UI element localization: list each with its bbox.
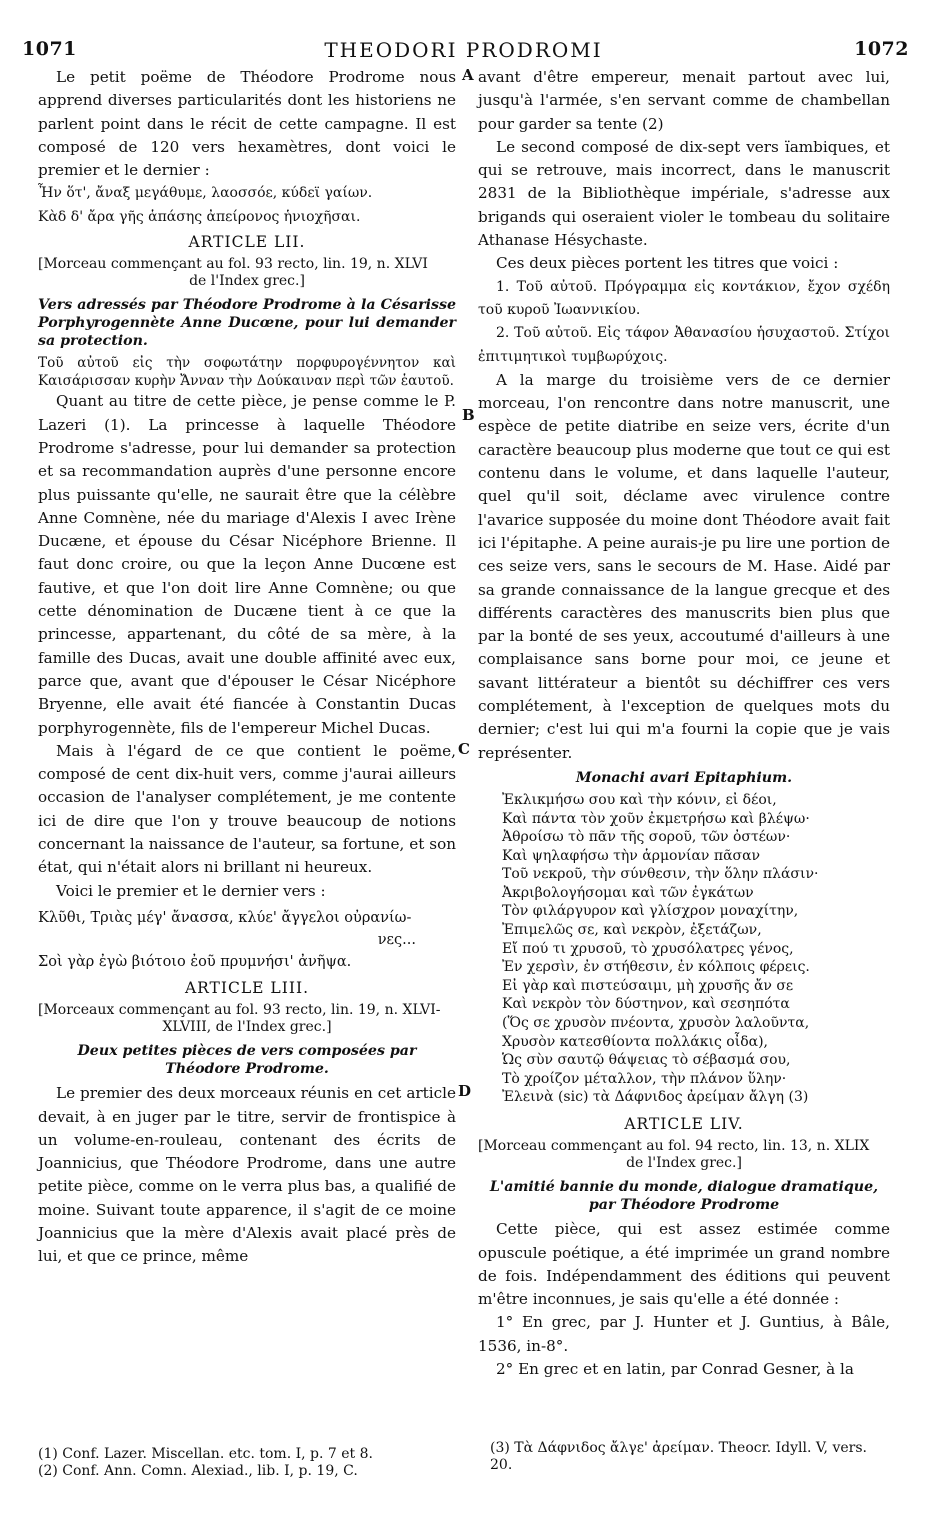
greek-verse-3b: νες... (377, 931, 416, 948)
article-53-heading: ARTICLE LIII. (184, 978, 310, 997)
greek-verse-1: Ἦν ὅτ', ἄναξ μεγάθυμε, λαοσσόε, κύδεϊ γαίων. (38, 185, 373, 202)
right-paragraph-4: A la marge du troisième vers de ce dernier morceau, l'on rencontre dans notre manuscrit, une espèce de petite diatribe en seize vers, écrite d'un caractère beaucoup plus moderne que tout ce qui est contenu dans le volume, et dans laquelle l'auteur, quel qu'il soit, déclame avec virulence contre l'avarice supposée du moine dont Théodore avait fait ici l'épitaphe. A peine aurais-je pu lire une portion de ces seize vers, sans le secours de M. Hase. Aidé par sa grande connaissance de la langue grecque et des différents caractères des manuscrits bien plus que par la bonté de ses yeux, accoutumé d'ailleurs à une complaisance sans borne pour moi, ce jeune et savant littérateur a bientôt su déchiffrer ces vers complétement, à l'exception de quelques mots du dernier; c'est lui qui m'a fourni la copie que je vais représenter. (478, 370, 890, 762)
article-53-reference (38, 1002, 456, 1036)
left-paragraph-3: Mais à l'égard de ce que contient le poëme, composé de cent dix-huit vers, comme j'aurai ailleurs occasion de l'analyser complétement, je me contente ici de dire que l'on y trouve beaucoup de notions concernant la naissance de l'auteur, sa fortune, et son état, qui n'était alors ni brillant ni heureux. (38, 741, 456, 877)
greek-verse-3a: Κλῦθι, Τριὰς μέγ' ἄνασσα, κλύε' ἄγγελοι οὐρανίω- (38, 909, 412, 926)
running-title: THEODORI PRODROMI (324, 38, 603, 62)
right-paragraph-3: Ces deux pièces portent les titres que voici : (496, 254, 839, 273)
left-footnotes (38, 1446, 456, 1480)
left-paragraph-4: Voici le premier et le dernier vers : (56, 881, 326, 900)
greek-title-2: 2. Τοῦ αὐτοῦ. Εἰς τάφον Ἀθανασίου ἡσυχαστοῦ. Στίχοι ἐπιτιμητικοὶ τυμβωρύχοις. (478, 325, 890, 365)
footnote-3: (3) Τὰ Δάφνιδος ἄλγε' ἀρείμαν. Theocr. Idyll. V, vers. 20. (490, 1440, 867, 1473)
article-54-title-line-1: L'amitié bannie du monde, dialogue dramatique, (489, 1179, 879, 1196)
poem-line: Ἀθροίσω τὸ πᾶν τῆς σοροῦ, τῶν ὀστέων· (502, 829, 791, 846)
article-53-title: Deux petites pièces de vers composées par Théodore Prodrome. (77, 1043, 417, 1078)
poem-line: (Ὅς σε χρυσὸν πνέοντα, χρυσὸν λαλοῦντα, (502, 1015, 810, 1032)
poem-line: Ἀκριβολογήσομαι καὶ τῶν ἐγκάτων (502, 884, 754, 901)
ref-line: [Morceaux commençant au fol. 93 recto, lin. 19, n. XLVI- (38, 1002, 441, 1019)
poem-line: Τὸν φιλάργυρον καὶ γλίσχρον μοναχίτην, (502, 903, 799, 920)
poem-title: Monachi avari Epitaphium. (575, 769, 793, 786)
poem-line: Εἴ πού τι χρυσοῦ, τὸ χρυσόλατρες γένος, (502, 940, 794, 957)
footnote-2: (2) Conf. Ann. Comn. Alexiad., lib. I, p. 19, C. (38, 1463, 358, 1479)
margin-letter-b: B (462, 406, 475, 424)
margin-letter-c: C (458, 740, 470, 758)
poem-line: Ἐλεινὰ (sic) τὰ Δάφνιδος ἀρείμαν ἄλγη (3) (502, 1089, 809, 1106)
right-paragraph-2: Le second composé de dix-sept vers ïambiques, et qui se retrouve, mais incorrect, dans le manuscrit 2831 de la Bibliothèque impériale, s'adresse aux brigands qui oseraient violer le tombeau du solitaire Athanase Hésychaste. (478, 137, 890, 250)
greek-verses-block (38, 907, 456, 973)
article-52-reference (38, 256, 456, 290)
greek-verse-2: Κὰδ δ' ἄρα γῆς ἁπάσης ἀπείρονος ἡνιοχῆσαι. (38, 208, 361, 225)
greek-verse-4: Σοὶ γὰρ ἐγὼ βιότοιο ἐοῦ πρυμνήσι' ἀνῆψα. (38, 953, 352, 970)
ref-line: de l'Index grec.] (626, 1155, 742, 1172)
article-52-heading: ARTICLE LII. (188, 233, 306, 252)
left-column (38, 66, 456, 1269)
poem-line: Τοῦ νεκροῦ, τὴν σύνθεσιν, τὴν ὅλην πλάσιν· (502, 866, 819, 883)
right-paragraph-5: Cette pièce, qui est assez estimée comme opuscule poétique, a été imprimée un grand nombre de fois. Indépendamment des éditions qui peuvent m'être inconnues, je sais qu'elle a été donnée : (478, 1220, 890, 1309)
footnote-1: (1) Conf. Lazer. Miscellan. etc. tom. I, p. 7 et 8. (38, 1446, 373, 1462)
article-54-reference (478, 1138, 890, 1172)
greek-title-1: 1. Τοῦ αὐτοῦ. Πρόγραμμα εἰς κοντάκιον, ἔχον σχέδη τοῦ κυροῦ Ἰωαννικίου. (478, 278, 890, 318)
right-paragraph-6: 1° En grec, par J. Hunter et J. Guntius, à Bâle, 1536, in-8°. (478, 1313, 890, 1355)
page-number-left: 1071 (22, 38, 77, 60)
poem-line: Ἐπιμελῶς σε, καὶ νεκρὸν, ἐξετάζων, (502, 922, 762, 939)
right-footnotes (490, 1440, 890, 1474)
article-52-title: Vers adressés par Théodore Prodrome à la Césarisse Porphyrogennète Anne Ducœne, pour lui demander sa protection. (38, 297, 456, 350)
left-paragraph-1: Le petit poëme de Théodore Prodrome nous apprend diverses particularités dont les historiens ne parlent point dans le récit de cette campagne. Il est composé de 120 vers hexamètres, dont voici le premier et le dernier : (38, 68, 456, 180)
poem-line: Καὶ ψηλαφήσω τὴν ἁρμονίαν πᾶσαν (502, 847, 761, 864)
poem-line: Τὸ χροίζον μέταλλον, τὴν πλάνον ὕλην· (502, 1070, 787, 1087)
right-paragraph-1: avant d'être empereur, menait partout avec lui, jusqu'à l'armée, s'en servant comme de chambellan pour garder sa tente (2) (478, 68, 890, 133)
page-number-right: 1072 (854, 38, 909, 60)
article-54-title-line-2: par Théodore Prodrome (588, 1197, 780, 1214)
poem-line: Χρυσὸν κατεσθίοντα πολλάκις οἶδα), (502, 1033, 768, 1050)
right-paragraph-7: 2° En grec et en latin, par Conrad Gesner, à la (496, 1360, 854, 1379)
poem-line: Ἐν χερσὶν, ἐν στήθεσιν, ἐν κόλποις φέρεις. (502, 959, 810, 976)
poem-line: Καὶ νεκρὸν τὸν δύστηνον, καὶ σεσηπότα (502, 996, 790, 1013)
poem-line: Ἐκλικμήσω σου καὶ τὴν κόνιν, εἰ δέοι, (502, 791, 777, 808)
poem-line: Εἰ γὰρ καὶ πιστεύσαιμι, μὴ χρυσῆς ἄν σε (502, 977, 794, 994)
ref-line: [Morceau commençant au fol. 93 recto, lin. 19, n. XLVI (38, 256, 428, 273)
epitaph-poem (502, 791, 890, 1107)
poem-line: Ὡς σὺν σαυτῷ θάψειας τὸ σέβασμά σου, (502, 1052, 791, 1069)
left-paragraph-5: Le premier des deux morceaux réunis en cet article devait, à en juger par le titre, servir de frontispice à un volume-en-rouleau, contenant des écrits de Joannicius, que Théodore Prodrome, dans une autre petite pièce, comme on le verra plus bas, a qualifié de moine. Suivant toute apparence, il s'agit de ce moine Joannicius que la mère d'Alexis avait placé près de lui, et que ce prince, même (38, 1084, 456, 1266)
poem-line: Καὶ πάντα τὸν χοῦν ἐκμετρήσω καὶ βλέψω· (502, 810, 810, 827)
right-column (478, 66, 890, 1381)
ref-line: de l'Index grec.] (189, 273, 305, 290)
article-52-greek-title: Τοῦ αὐτοῦ εἰς τὴν σοφωτάτην πορφυρογέννητον καὶ Καισάρισσαν κυρὴν Ἄνναν τὴν Δούκαιναν περὶ τῶν ἑαυτοῦ. (38, 355, 456, 390)
ref-line: [Morceau commençant au fol. 94 recto, lin. 13, n. XLIX (478, 1138, 870, 1155)
left-paragraph-2: Quant au titre de cette pièce, je pense comme le P. Lazeri (1). La princesse à laquelle Théodore Prodrome s'adresse, pour lui demander sa protection et sa recommandation auprès d'une personne encore plus puissante qu'elle, ne saurait être que la célèbre Anne Comnène, née du mariage d'Alexis I avec Irène Ducæne, et épouse du César Nicéphore Brienne. Il faut donc croire, ou que la leçon Anne Ducœne est fautive, et que l'on doit lire Anne Comnène; ou que cette dénomination de Ducæne tient à ce que la princesse, appartenant, du côté de sa mère, à la famille des Ducas, avait une double affinité avec eux, parce que, avant que d'épouser le César Nicéphore Bryenne, elle avait été fiancée à Constantin Ducas porphyrogennète, fils de l'empereur Michel Ducas. (38, 392, 456, 737)
article-54-heading: ARTICLE LIV. (624, 1115, 744, 1133)
margin-letter-a: A (462, 66, 474, 84)
margin-letter-d: D (458, 1082, 472, 1100)
ref-line: XLVIII, de l'Index grec.] (162, 1019, 332, 1036)
